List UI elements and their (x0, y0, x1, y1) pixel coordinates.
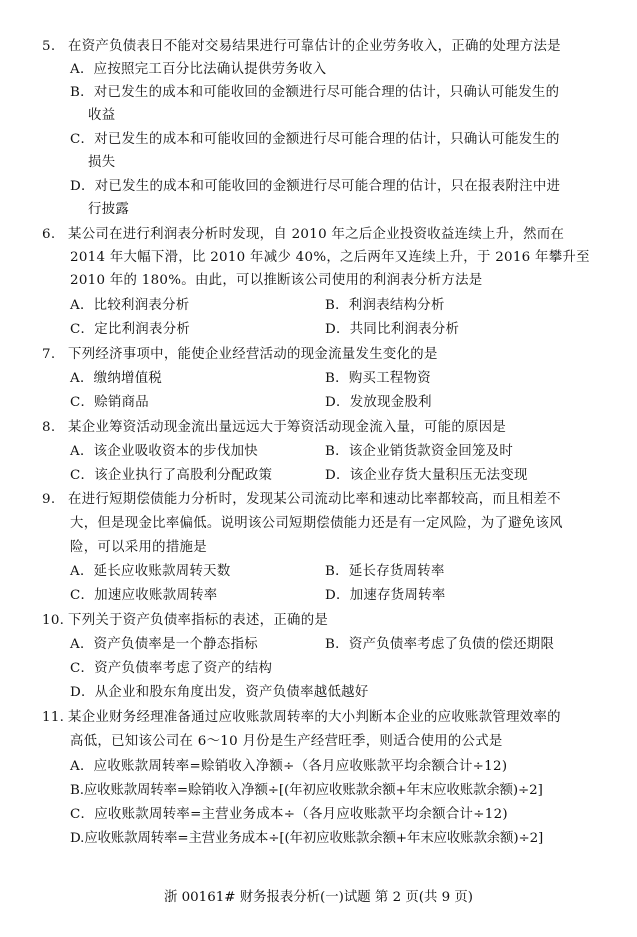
question-5-option-d: D．对已发生的成本和可能收回的金额进行尽可能合理的估计，只在报表附注中进 (70, 179, 561, 194)
question-9-stem-line-3: 险，可以采用的措施是 (70, 540, 207, 555)
question-9-option-a: A．延长应收账款周转天数 (70, 564, 231, 579)
question-7-option-d: D．发放现金股利 (325, 395, 432, 410)
question-6-stem-line-3: 2010 年的 180%。由此，可以推断该公司使用的利润表分析方法是 (70, 273, 483, 288)
question-11-stem-line-2: 高低，已知该公司在 6～10 月份是生产经营旺季，则适合使用的公式是 (70, 734, 503, 749)
question-number: 6. (42, 227, 56, 242)
question-number: 5. (42, 39, 56, 54)
question-6-option-c: C．定比利润表分析 (70, 322, 191, 337)
question-5-option-c: C．对已发生的成本和可能收回的金额进行尽可能合理的估计，只确认可能发生的 (70, 132, 560, 147)
question-7-stem-line-1 (42, 344, 438, 366)
question-number: 7. (42, 347, 56, 362)
stem-text: 在资产负债表日不能对交易结果进行可靠估计的企业劳务收入，正确的处理方法是 (68, 39, 561, 54)
page-footer: 浙 00161# 财务报表分析(一)试题 第 2 页(共 9 页) (163, 890, 474, 905)
question-9-option-d: D．加速存货周转率 (325, 588, 446, 603)
question-7-option-c: C．赊销商品 (70, 395, 149, 410)
question-8-option-c: C．该企业执行了高股利分配政策 (70, 468, 273, 483)
question-11-option-d: D.应收账款周转率=主营业务成本÷[(年初应收账款余额+年末应收账款余额)÷2] (70, 831, 544, 846)
question-5-stem-line-1 (42, 36, 561, 58)
question-11-option-a: A．应收账款周转率=赊销收入净额÷（各月应收账款平均余额合计÷12) (70, 759, 508, 774)
question-5-option-a: A．应按照完工百分比法确认提供劳务收入 (70, 62, 327, 77)
question-5-option-d-cont: 行披露 (88, 202, 130, 217)
question-10-option-b: B．资产负债率考虑了负债的偿还期限 (325, 637, 555, 652)
question-9-stem-line-2: 大，但是现金比率偏低。说明该公司短期偿债能力还是有一定风险，为了避免该风 (70, 516, 563, 531)
question-number: 10. (42, 613, 65, 628)
question-5-option-b: B．对已发生的成本和可能收回的金额进行尽可能合理的估计，只确认可能发生的 (70, 85, 560, 100)
question-7-option-a: A．缴纳增值税 (70, 371, 163, 386)
stem-text: 某企业财务经理准备通过应收账款周转率的大小判断本企业的应收账款管理效率的 (68, 710, 561, 725)
question-8-stem-line-1 (42, 417, 507, 439)
question-number: 8. (42, 420, 56, 435)
question-11-option-c: C．应收账款周转率=主营业务成本÷（各月应收账款平均余额合计÷12) (70, 807, 508, 822)
question-11-stem-line-1 (42, 707, 561, 729)
question-6-option-d: D．共同比利润表分析 (325, 322, 460, 337)
stem-text: 下列关于资产负债率指标的表述，正确的是 (68, 613, 329, 628)
question-number: 11. (42, 710, 65, 725)
question-5-option-b-cont: 收益 (88, 108, 116, 123)
stem-text: 某公司在进行利润表分析时发现，自 2010 年之后企业投资收益连续上升，然而在 (68, 227, 565, 242)
question-10-stem-line-1 (42, 610, 329, 632)
question-8-option-b: B．该企业销货款资金回笼及时 (325, 444, 514, 459)
question-9-stem-line-1 (42, 489, 561, 511)
question-8-option-a: A．该企业吸收资本的步伐加快 (70, 444, 258, 459)
question-8-option-d: D．该企业存货大量积压无法变现 (325, 468, 528, 483)
question-number: 9. (42, 492, 56, 507)
stem-text: 下列经济事项中，能使企业经营活动的现金流量发生变化的是 (68, 347, 438, 362)
question-7-option-b: B．购买工程物资 (325, 371, 431, 386)
question-6-stem-line-1 (42, 224, 565, 246)
question-6-stem-line-2: 2014 年大幅下滑，比 2010 年减少 40%，之后两年又连续上升，于 2016 年攀升至 (70, 250, 590, 265)
question-5-option-c-cont: 损失 (88, 155, 116, 170)
question-6-option-a: A．比较利润表分析 (70, 298, 190, 313)
question-10-option-d: D．从企业和股东角度出发，资产负债率越低越好 (70, 685, 369, 700)
question-10-option-a: A．资产负债率是一个静态指标 (70, 637, 258, 652)
stem-text: 在进行短期偿债能力分析时，发现某公司流动比率和速动比率都较高，而且相差不 (68, 492, 561, 507)
question-6-option-b: B．利润表结构分析 (325, 298, 445, 313)
question-9-option-c: C．加速应收账款周转率 (70, 588, 218, 603)
question-11-option-b: B.应收账款周转率=赊销收入净额÷[(年初应收账款余额+年末应收账款余额)÷2] (70, 783, 543, 798)
question-9-option-b: B．延长存货周转率 (325, 564, 445, 579)
question-10-option-c: C．资产负债率考虑了资产的结构 (70, 661, 273, 676)
stem-text: 某企业筹资活动现金流出量远远大于筹资活动现金流入量，可能的原因是 (68, 420, 507, 435)
